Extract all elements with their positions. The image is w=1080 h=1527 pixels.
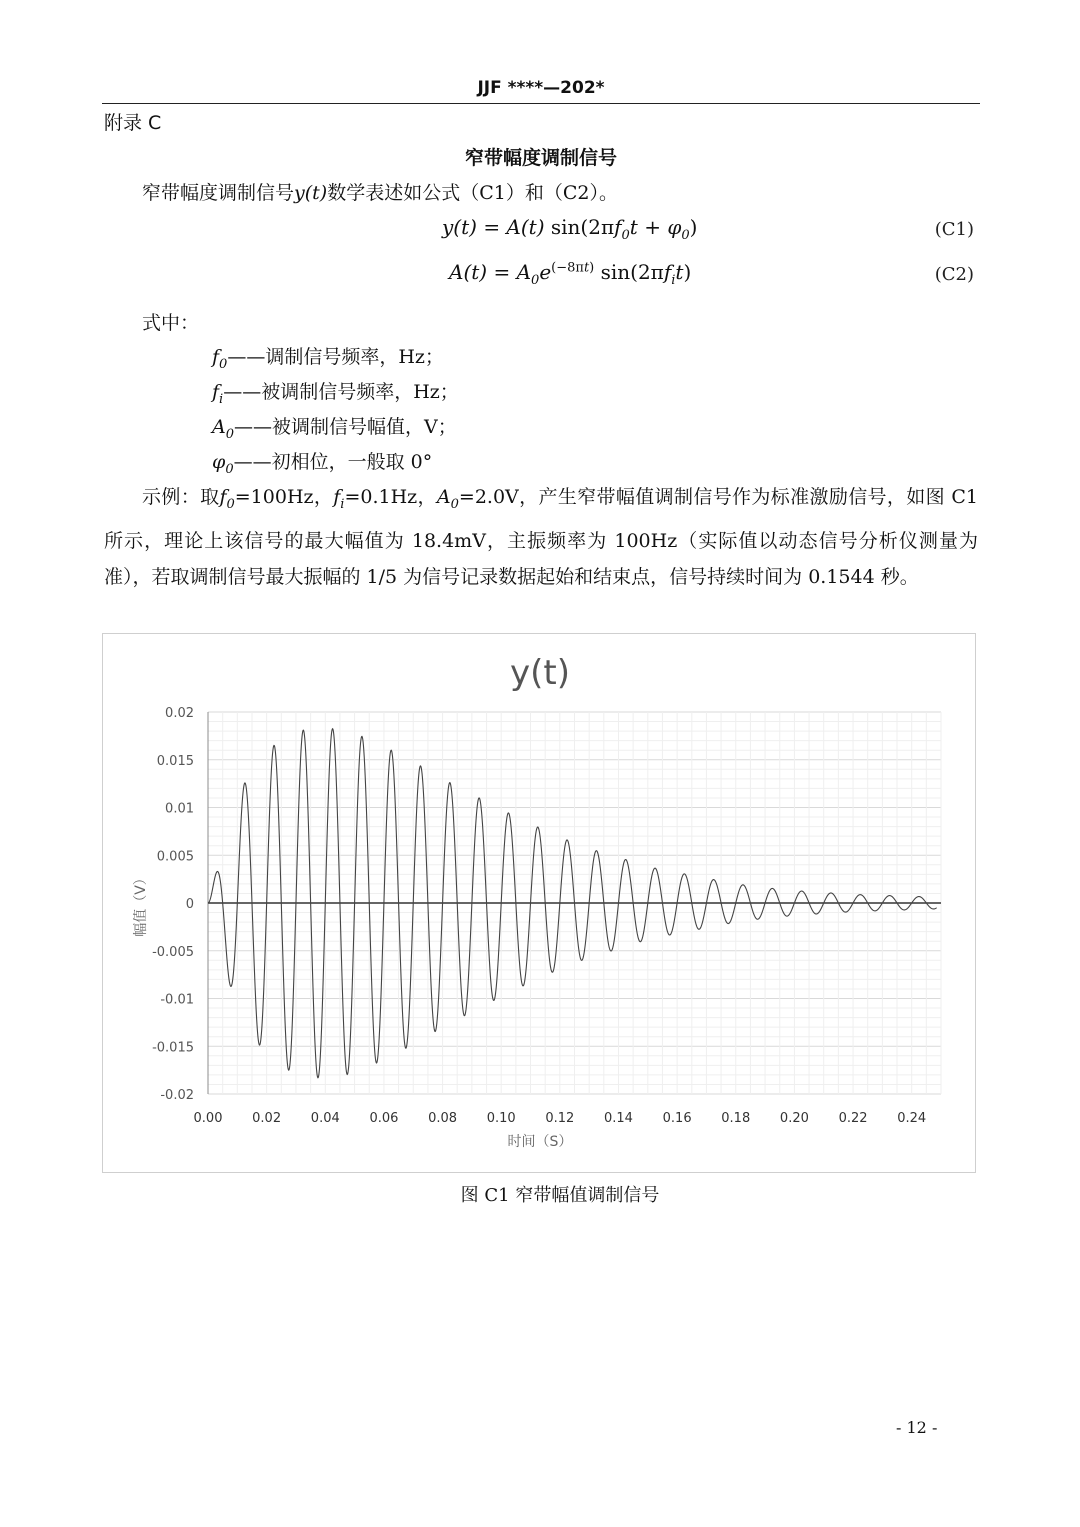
def-symbol: f bbox=[212, 381, 220, 403]
header-rule bbox=[102, 103, 980, 104]
example-fi-value: =0.1Hz， bbox=[344, 486, 437, 508]
y-tick-label: 0.02 bbox=[165, 706, 194, 721]
y-tick-label: -0.01 bbox=[160, 992, 194, 1008]
x-tick-label: 0.16 bbox=[662, 1111, 692, 1126]
where-label: 式中： bbox=[142, 312, 200, 334]
equation-c1: y(t) = A(t) $\sin(2\pi f_0t + \varphi_0)$ bbox=[442, 215, 698, 243]
intro-suffix: 数学表述如公式（C1）和（C2）。 bbox=[327, 182, 618, 204]
def-subscript: i bbox=[219, 391, 224, 407]
example-lead: 示例：取 bbox=[142, 486, 220, 508]
example-a0-value: =2.0V，产生窄带幅值调制信号作为标准激励信号，如图 C1 所示，理论上该信号的最大幅值为 18.4mV，主振频率为 100Hz（实际值以动态信号分析仪测量为准），若取调制信号最大振幅的 1/5 为信号记录数据起始和结束点，信号持续时间为 0.1544 秒。 bbox=[104, 486, 979, 588]
def-text: ——被调制信号幅值，V； bbox=[234, 416, 457, 438]
x-tick-label: 0.06 bbox=[369, 1111, 399, 1126]
chart-frame bbox=[102, 633, 976, 1173]
example-fi-symbol: $f_i$ bbox=[333, 486, 345, 512]
y-tick-label: 0.01 bbox=[165, 801, 194, 817]
intro-var: y(t) bbox=[294, 182, 328, 204]
x-tick-label: 0.08 bbox=[428, 1111, 458, 1126]
equation-c2: $A(t) = A_0e^{(-8\pi t)}$ $\sin(2\pi f_it)$ bbox=[449, 260, 692, 288]
y-tick-label: -0.015 bbox=[152, 1040, 194, 1056]
x-tick-label: 0.02 bbox=[252, 1111, 282, 1126]
y-tick-label: 0.015 bbox=[156, 753, 194, 769]
def-text: ——被调制信号频率，Hz； bbox=[223, 381, 459, 403]
equation-number-c1: (C1) bbox=[934, 219, 974, 240]
def-subscript: 0 bbox=[219, 356, 228, 372]
x-tick-label: 0.10 bbox=[486, 1111, 516, 1126]
def-text: ——调制信号频率，Hz； bbox=[227, 346, 444, 368]
def-subscript: 0 bbox=[225, 461, 234, 477]
equation-number-c2: (C2) bbox=[934, 264, 974, 285]
y-tick-label: -0.005 bbox=[152, 944, 194, 960]
x-tick-label: 0.00 bbox=[193, 1111, 223, 1126]
y-tick-label: 0.005 bbox=[156, 849, 194, 865]
x-tick-label: 0.14 bbox=[604, 1111, 633, 1126]
figure-caption: 图 C1 窄带幅值调制信号 bbox=[460, 1185, 660, 1206]
def-symbol: A bbox=[212, 416, 226, 438]
x-tick-label: 0.04 bbox=[310, 1111, 340, 1126]
chart-title: y(t) bbox=[510, 653, 570, 693]
example-f0-value: =100Hz， bbox=[234, 486, 334, 508]
def-subscript: 0 bbox=[225, 426, 235, 442]
amplitude-chart bbox=[103, 634, 977, 1174]
appendix-label: 附录 C bbox=[104, 112, 162, 134]
example-a0-symbol: $A_0$ bbox=[436, 486, 459, 512]
x-tick-label: 0.18 bbox=[721, 1111, 751, 1126]
def-text: ——初相位，一般取 0° bbox=[233, 451, 433, 473]
x-axis-label: 时间（S） bbox=[507, 1134, 573, 1150]
y-tick-label: 0 bbox=[185, 897, 194, 912]
intro-prefix: 窄带幅度调制信号 bbox=[142, 182, 295, 204]
x-tick-label: 0.22 bbox=[838, 1111, 868, 1126]
y-tick-label: -0.02 bbox=[160, 1088, 194, 1103]
def-symbol: φ bbox=[212, 451, 226, 473]
example-f0-symbol: $f_0$ bbox=[219, 486, 235, 512]
def-symbol: f bbox=[212, 346, 220, 368]
intro-line bbox=[142, 175, 618, 211]
y-axis-label: 幅值（V） bbox=[133, 871, 149, 937]
example-paragraph bbox=[104, 479, 978, 595]
standard-code-header: JJF ****—202* bbox=[477, 78, 605, 98]
x-tick-label: 0.24 bbox=[897, 1111, 927, 1126]
page-number: - 12 - bbox=[896, 1418, 938, 1437]
x-tick-label: 0.20 bbox=[779, 1111, 809, 1126]
section-title: 窄带幅度调制信号 bbox=[464, 147, 617, 169]
x-tick-label: 0.12 bbox=[545, 1111, 575, 1126]
